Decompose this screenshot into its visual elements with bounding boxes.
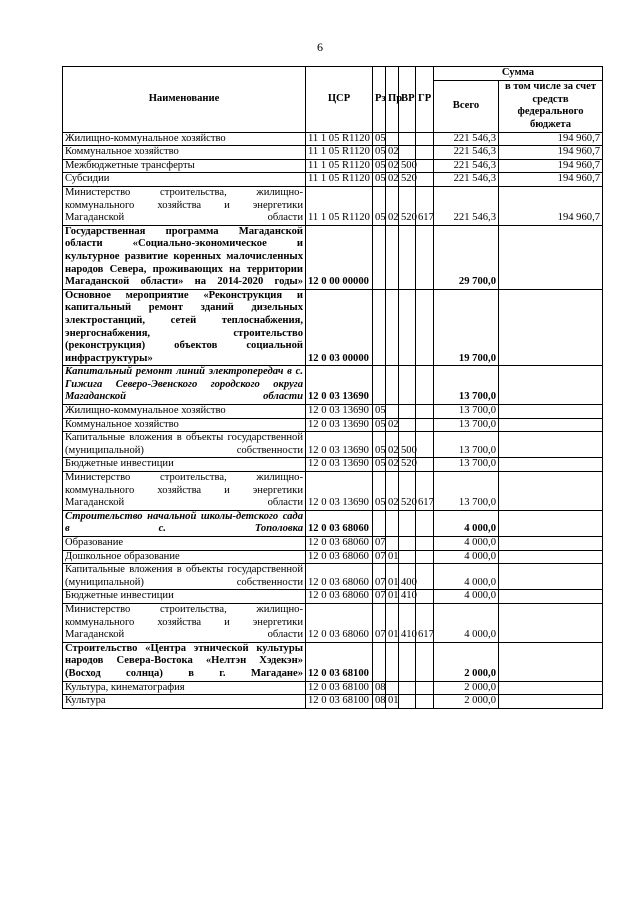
row-gr: 617 [416,603,434,642]
row-rz [373,510,386,536]
row-vr [399,146,416,160]
row-vr [399,289,416,366]
row-pr: 01 [386,603,399,642]
header-name: Наименование [63,67,306,133]
row-vr [399,681,416,695]
row-federal [499,289,603,366]
row-vr [399,366,416,405]
row-gr [416,132,434,146]
row-vr: 520 [399,186,416,225]
row-gr [416,159,434,173]
row-total: 29 700,0 [434,225,499,289]
row-csr: 12 0 03 00000 [306,289,373,366]
row-csr: 12 0 03 13690 [306,458,373,472]
row-vr [399,132,416,146]
page-number: 6 [317,40,323,54]
row-gr [416,550,434,564]
row-vr [399,537,416,551]
table-row [63,146,603,160]
row-federal [499,418,603,432]
row-federal [499,366,603,405]
row-vr: 410 [399,590,416,604]
row-name: Коммунальное хозяйство [63,418,306,432]
table-row [63,173,603,187]
table-row [63,418,603,432]
row-pr [386,405,399,419]
row-gr [416,590,434,604]
row-csr: 11 1 05 R1120 [306,132,373,146]
row-total: 13 700,0 [434,432,499,458]
row-total: 221 546,3 [434,146,499,160]
row-name: Бюджетные инвестиции [63,590,306,604]
row-total: 13 700,0 [434,366,499,405]
row-name: Субсидии [63,173,306,187]
row-federal [499,458,603,472]
row-gr: 617 [416,186,434,225]
row-rz: 05 [373,432,386,458]
table-row [63,225,603,289]
row-federal [499,681,603,695]
table-row [63,458,603,472]
table-row [63,186,603,225]
row-name: Капитальные вложения в объекты государственной (муниципальной) собственности [63,432,306,458]
header-vr: ВР [399,67,416,133]
row-vr: 410 [399,603,416,642]
row-vr: 500 [399,432,416,458]
header-total: Всего [434,80,499,132]
row-federal [499,564,603,590]
row-name: Культура [63,695,306,709]
row-pr: 02 [386,186,399,225]
row-pr: 02 [386,458,399,472]
row-name: Строительство «Центра этнической культуры народов Севера-Востока «Нелтэн Хэдекэн» (Восход солнца) в г. Магадане» [63,642,306,681]
table-row [63,405,603,419]
row-vr: 500 [399,159,416,173]
row-name: Бюджетные инвестиции [63,458,306,472]
row-federal [499,432,603,458]
row-federal [499,642,603,681]
row-gr [416,366,434,405]
row-csr: 11 1 05 R1120 [306,159,373,173]
row-name: Министерство строительства, жилищно-коммунального хозяйства и энергетики Магаданской области [63,472,306,511]
table-row [63,132,603,146]
row-name: Основное мероприятие «Реконструкция и капитальный ремонт зданий дизельных электростанций, сетей теплоснабжения, энергоснабжения, строительство (реконструкция) объектов социальной инфраструктуры» [63,289,306,366]
row-vr [399,550,416,564]
row-pr [386,537,399,551]
row-vr [399,405,416,419]
row-csr: 12 0 03 13690 [306,432,373,458]
row-csr: 12 0 03 68060 [306,603,373,642]
row-vr: 400 [399,564,416,590]
row-federal [499,405,603,419]
row-total: 13 700,0 [434,418,499,432]
row-gr [416,146,434,160]
row-total: 13 700,0 [434,458,499,472]
row-rz: 05 [373,173,386,187]
header-gr: ГР [416,67,434,133]
row-gr [416,681,434,695]
table-row [63,681,603,695]
row-pr: 01 [386,695,399,709]
row-rz: 05 [373,405,386,419]
row-gr [416,695,434,709]
row-pr [386,225,399,289]
row-federal: 194 960,7 [499,146,603,160]
row-csr: 11 1 05 R1120 [306,146,373,160]
row-csr: 12 0 03 68100 [306,695,373,709]
row-csr: 12 0 03 68100 [306,642,373,681]
row-gr [416,432,434,458]
row-vr: 520 [399,173,416,187]
row-name: Образование [63,537,306,551]
row-total: 4 000,0 [434,550,499,564]
row-pr: 02 [386,173,399,187]
row-gr [416,289,434,366]
row-name: Жилищно-коммунальное хозяйство [63,132,306,146]
row-rz: 08 [373,681,386,695]
row-rz [373,366,386,405]
row-pr [386,681,399,695]
row-name: Жилищно-коммунальное хозяйство [63,405,306,419]
row-rz: 05 [373,146,386,160]
row-total: 19 700,0 [434,289,499,366]
row-gr [416,418,434,432]
row-rz: 05 [373,132,386,146]
row-pr: 01 [386,564,399,590]
table-row [63,432,603,458]
row-gr [416,642,434,681]
row-rz [373,289,386,366]
row-vr [399,418,416,432]
row-federal [499,537,603,551]
row-pr: 02 [386,432,399,458]
row-federal: 194 960,7 [499,159,603,173]
row-csr: 12 0 03 68060 [306,590,373,604]
row-federal: 194 960,7 [499,186,603,225]
row-federal [499,695,603,709]
row-total: 221 546,3 [434,173,499,187]
row-gr [416,173,434,187]
row-pr: 01 [386,590,399,604]
row-pr [386,510,399,536]
row-vr [399,510,416,536]
row-total: 4 000,0 [434,564,499,590]
row-gr [416,458,434,472]
row-federal [499,510,603,536]
row-pr: 02 [386,159,399,173]
row-pr [386,289,399,366]
row-name: Культура, кинематография [63,681,306,695]
row-rz: 07 [373,550,386,564]
header-sum: Сумма [434,67,603,81]
row-rz: 07 [373,564,386,590]
row-gr [416,537,434,551]
row-pr: 01 [386,550,399,564]
row-federal: 194 960,7 [499,173,603,187]
row-csr: 11 1 05 R1120 [306,186,373,225]
row-gr [416,564,434,590]
row-vr [399,225,416,289]
row-csr: 12 0 03 13690 [306,366,373,405]
row-csr: 12 0 03 68060 [306,564,373,590]
row-csr: 12 0 03 13690 [306,405,373,419]
row-name: Дошкольное образование [63,550,306,564]
row-name: Министерство строительства, жилищно-коммунального хозяйства и энергетики Магаданской области [63,186,306,225]
row-total: 2 000,0 [434,642,499,681]
row-total: 221 546,3 [434,186,499,225]
row-name: Министерство строительства, жилищно-коммунального хозяйства и энергетики Магаданской области [63,603,306,642]
row-csr: 12 0 00 00000 [306,225,373,289]
row-csr: 12 0 03 68060 [306,550,373,564]
row-csr: 12 0 03 68060 [306,510,373,536]
row-pr: 02 [386,418,399,432]
row-rz: 05 [373,159,386,173]
row-rz: 05 [373,458,386,472]
table-row [63,550,603,564]
row-name: Капитальный ремонт линий электропередач в с. Гижига Северо-Эвенского городского округа Магаданской области [63,366,306,405]
row-federal [499,225,603,289]
row-federal [499,590,603,604]
table-row [63,537,603,551]
row-rz [373,642,386,681]
row-vr [399,642,416,681]
table-row [63,603,603,642]
row-federal: 194 960,7 [499,132,603,146]
row-rz [373,225,386,289]
row-vr: 520 [399,458,416,472]
budget-table [62,66,603,709]
table-row [63,159,603,173]
table-row [63,695,603,709]
row-csr: 12 0 03 13690 [306,418,373,432]
row-gr: 617 [416,472,434,511]
row-name: Капитальные вложения в объекты государственной (муниципальной) собственности [63,564,306,590]
row-pr [386,132,399,146]
row-total: 2 000,0 [434,681,499,695]
row-federal [499,550,603,564]
row-name: Строительство начальной школы-детского сада в с. Тополовка [63,510,306,536]
row-gr [416,405,434,419]
table-row [63,510,603,536]
table-row [63,366,603,405]
row-gr [416,510,434,536]
row-pr [386,642,399,681]
row-rz: 05 [373,186,386,225]
row-total: 221 546,3 [434,132,499,146]
row-total: 2 000,0 [434,695,499,709]
row-gr [416,225,434,289]
row-vr [399,695,416,709]
row-csr: 12 0 03 13690 [306,472,373,511]
row-total: 221 546,3 [434,159,499,173]
table-row [63,642,603,681]
header-rz: Рз [373,67,386,133]
row-rz: 05 [373,418,386,432]
row-name: Государственная программа Магаданской области «Социально-экономическое и культурное развитие коренных малочисленных народов Севера, проживающих на территории Магаданской области» на 2014-2020 годы» [63,225,306,289]
table-row [63,564,603,590]
row-name: Коммунальное хозяйство [63,146,306,160]
row-pr [386,366,399,405]
row-total: 13 700,0 [434,405,499,419]
row-rz: 07 [373,537,386,551]
row-rz: 07 [373,603,386,642]
row-rz: 07 [373,590,386,604]
row-total: 4 000,0 [434,537,499,551]
row-total: 13 700,0 [434,472,499,511]
row-rz: 05 [373,472,386,511]
row-csr: 12 0 03 68060 [306,537,373,551]
row-federal [499,603,603,642]
table-row [63,289,603,366]
row-total: 4 000,0 [434,590,499,604]
row-csr: 11 1 05 R1120 [306,173,373,187]
row-vr: 520 [399,472,416,511]
header-pr: Пр [386,67,399,133]
row-total: 4 000,0 [434,510,499,536]
row-name: Межбюджетные трансферты [63,159,306,173]
table-row [63,472,603,511]
row-pr: 02 [386,146,399,160]
row-csr: 12 0 03 68100 [306,681,373,695]
header-csr: ЦСР [306,67,373,133]
header-federal: в том числе за счет средств федерального бюджета [499,80,603,132]
row-total: 4 000,0 [434,603,499,642]
row-federal [499,472,603,511]
row-pr: 02 [386,472,399,511]
row-rz: 08 [373,695,386,709]
table-row [63,590,603,604]
